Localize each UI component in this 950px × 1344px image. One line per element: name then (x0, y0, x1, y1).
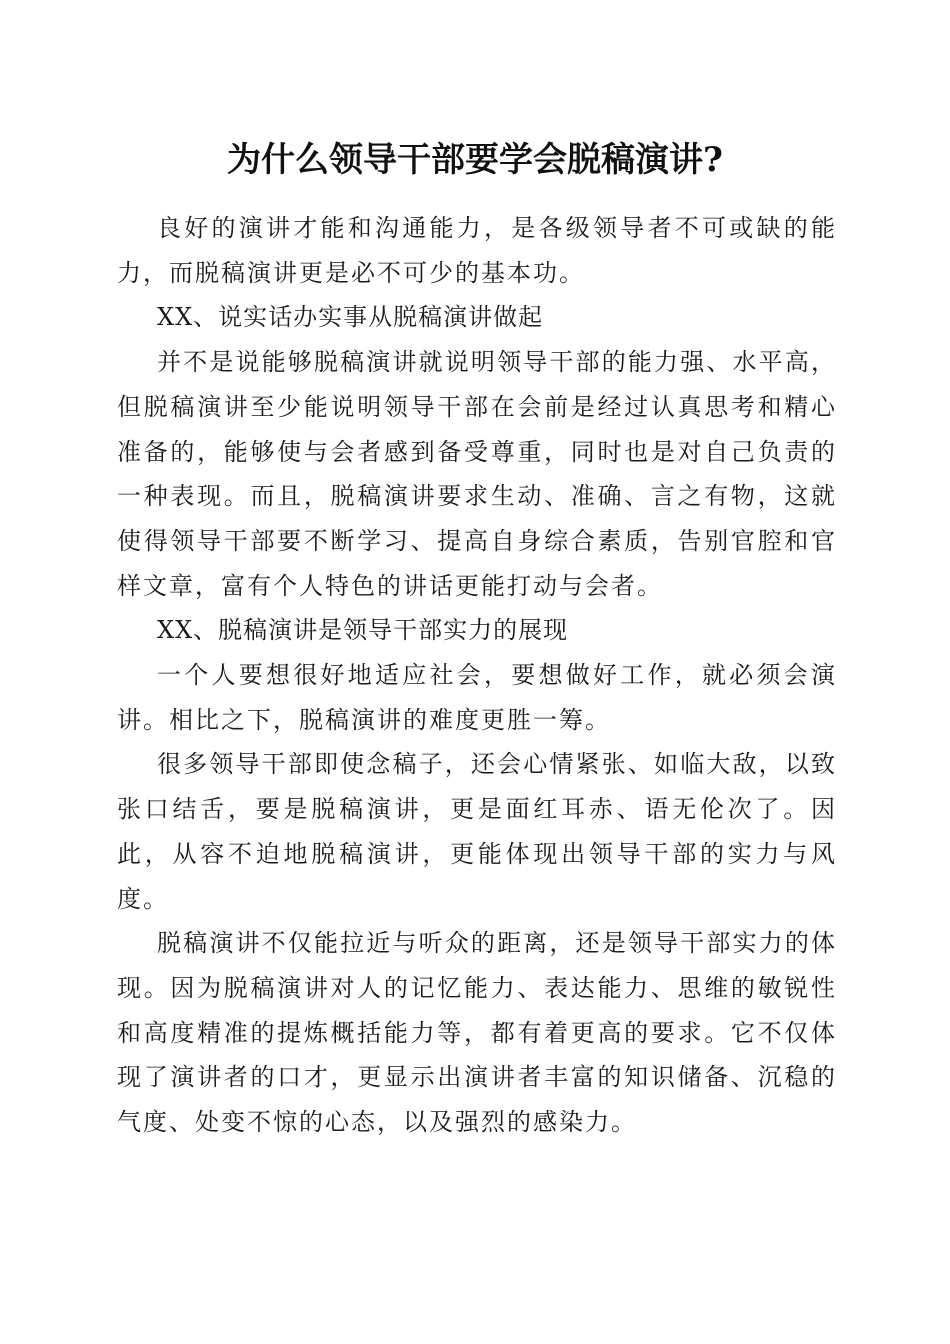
paragraph-section-2c: 脱稿演讲不仅能拉近与听众的距离，还是领导干部实力的体现。因为脱稿演讲对人的记忆能力、表达能力、思维的敏锐性和高度精准的提炼概括能力等，都有着更高的要求。它不仅体现了演讲者的口才，更显示出演讲者丰富的知识储备、沉稳的气度、处变不惊的心态，以及强烈的感染力。 (117, 929, 837, 1137)
paragraph-section-1: 并不是说能够脱稿演讲就说明领导干部的能力强、水平高，但脱稿演讲至少能说明领导干部在会前是经过认真思考和精心准备的，能够使与会者感到备受尊重，同时也是对自己负责的一种表现。而且，脱稿演讲要求生动、准确、言之有物，这就使得领导干部要不断学习、提高自身综合素质，告别官腔和官样文章，富有个人特色的讲话更能打动与会者。 (117, 348, 837, 600)
paragraph-section-2b: 很多领导干部即使念稿子，还会心情紧张、如临大敌，以致张口结舌，要是脱稿演讲，更是面红耳赤、语无伦次了。因此，从容不迫地脱稿演讲，更能体现出领导干部的实力与风度。 (117, 750, 837, 913)
section-heading-2: XX、脱稿演讲是领导干部实力的展现 (157, 616, 569, 645)
paragraph-intro: 良好的演讲才能和沟通能力，是各级领导者不可或缺的能力，而脱稿演讲更是必不可少的基本功。 (117, 214, 837, 287)
document-title: 为什么领导干部要学会脱稿演讲? (227, 140, 723, 180)
paragraph-section-2a: 一个人要想很好地适应社会，要想做好工作，就必须会演讲。相比之下，脱稿演讲的难度更胜一筹。 (117, 661, 837, 734)
document-body (117, 206, 837, 1145)
section-heading-1: XX、说实话办实事从脱稿演讲做起 (157, 303, 544, 332)
